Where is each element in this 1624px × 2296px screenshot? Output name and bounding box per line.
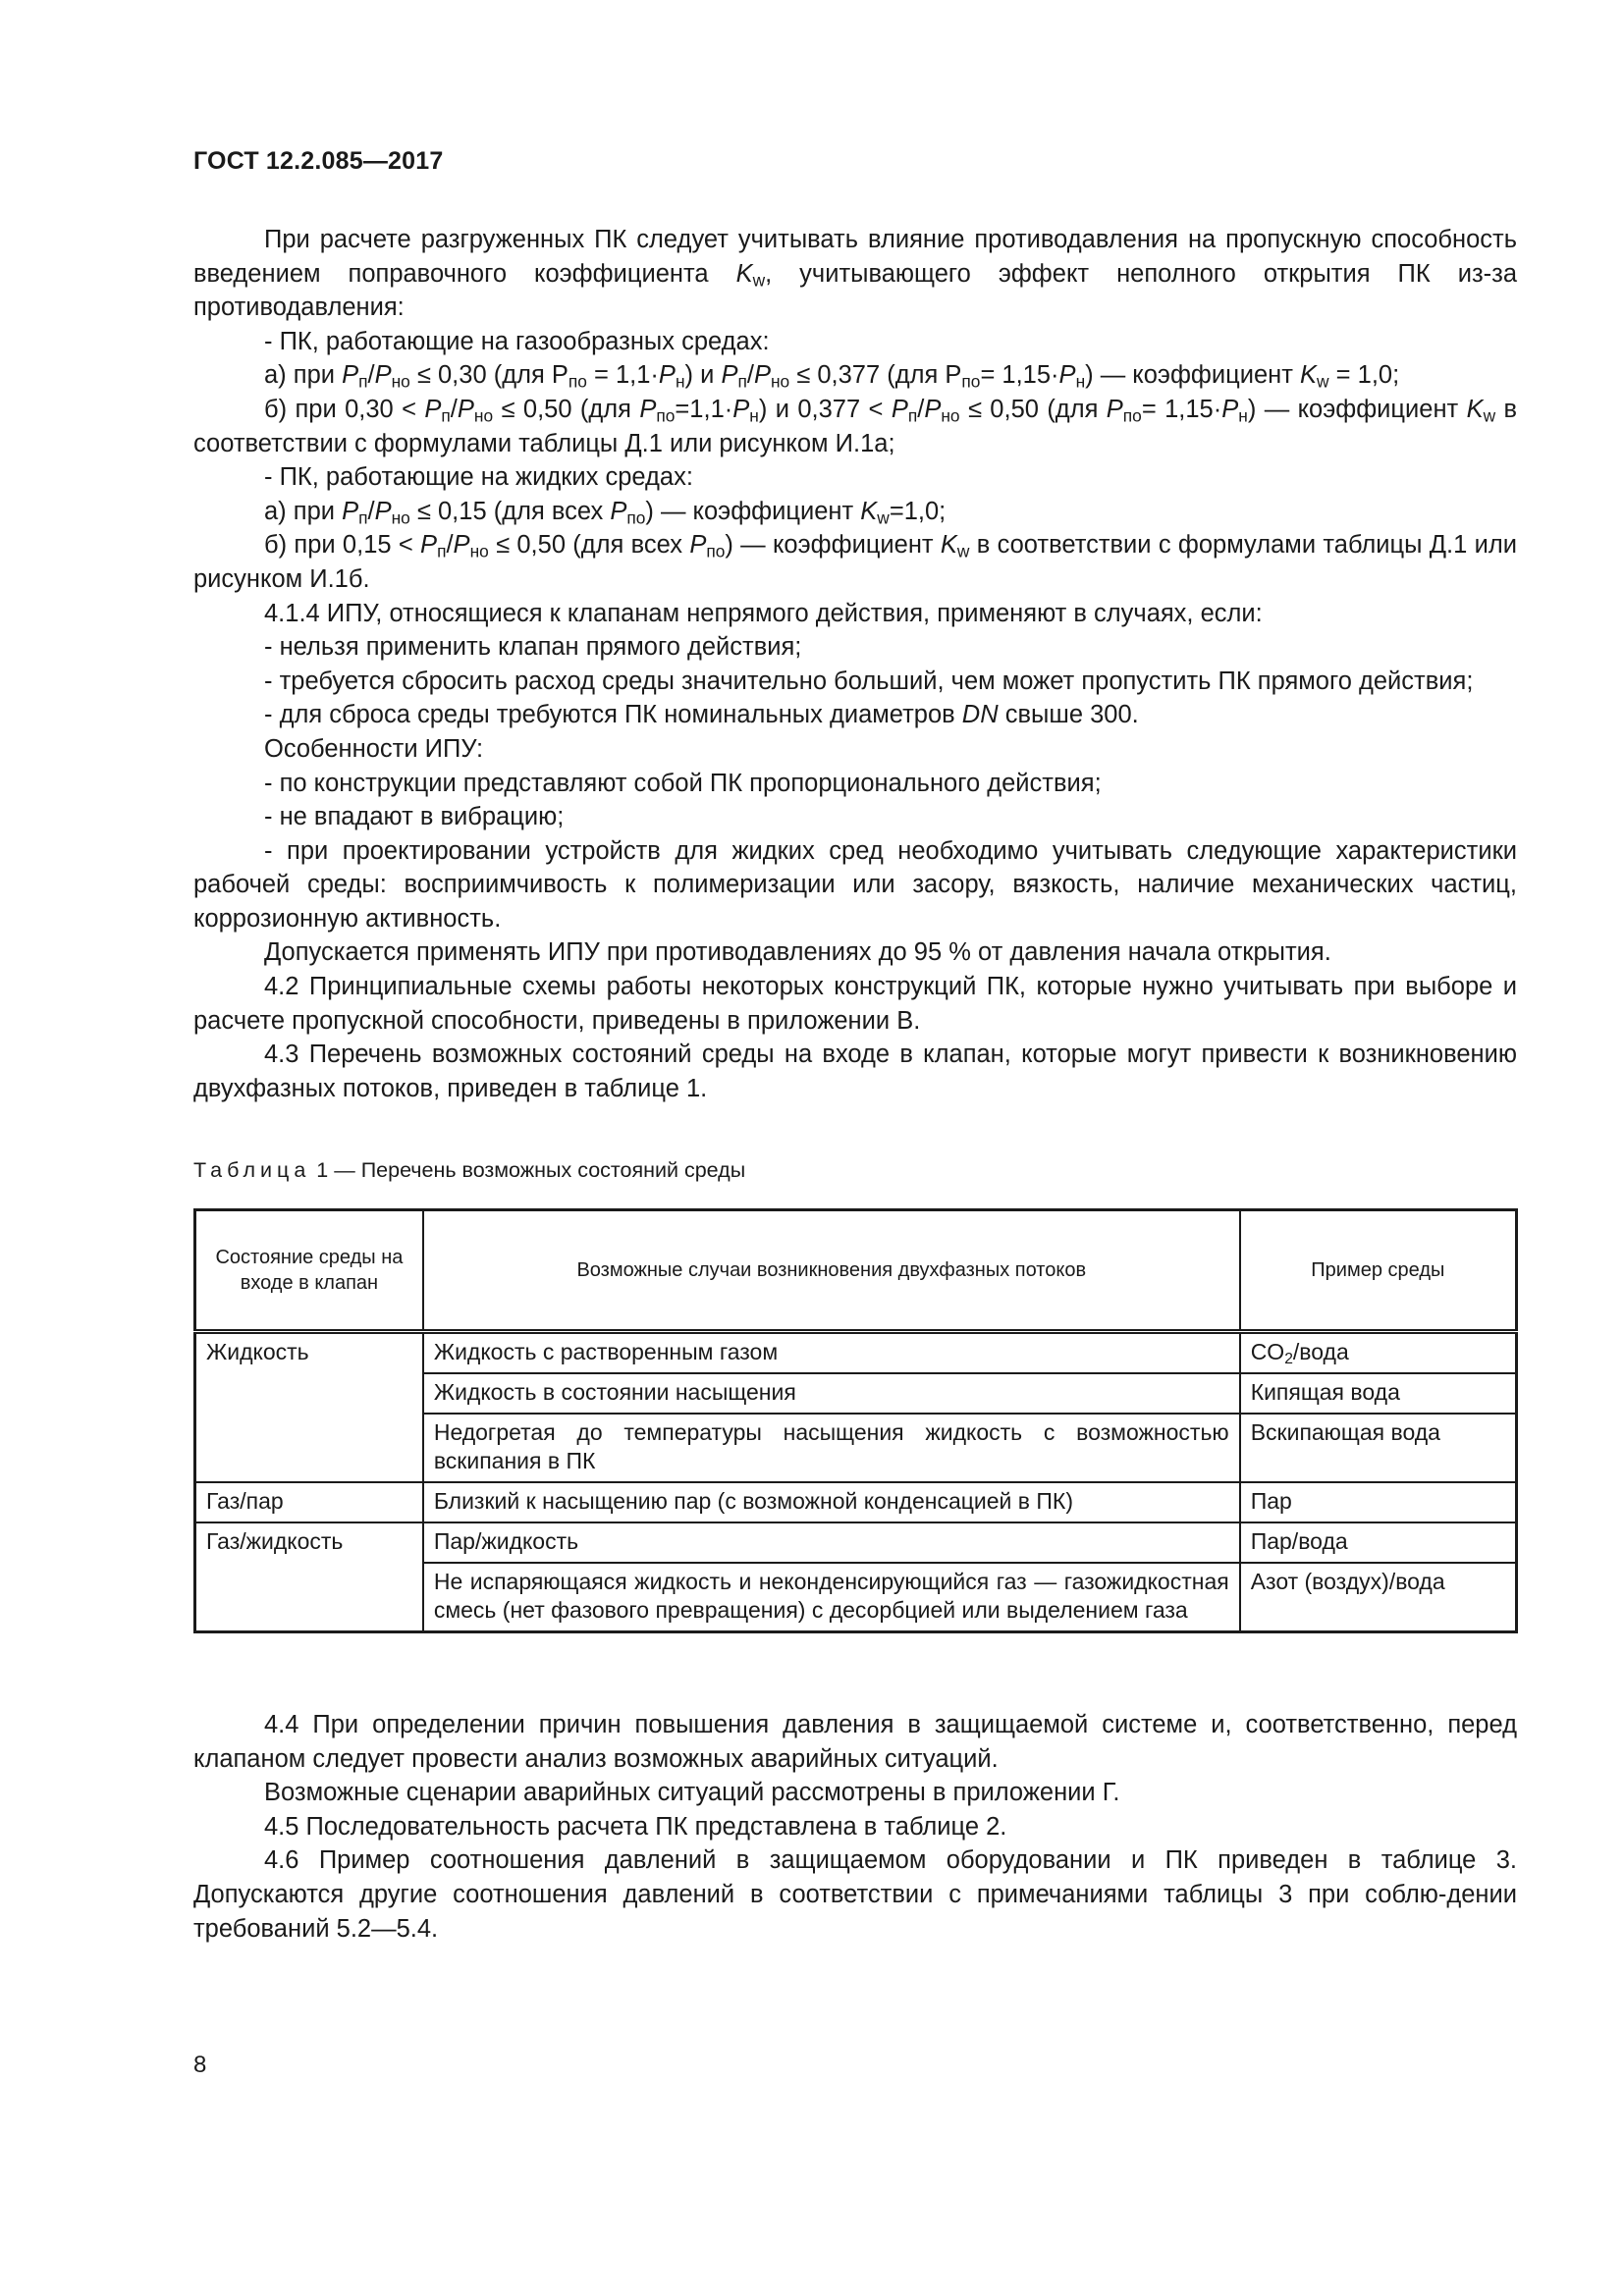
sub-po: по — [706, 541, 726, 561]
cell-case: Жидкость в состоянии насыщения — [423, 1373, 1240, 1414]
text-run: ) — коэффициент — [1085, 361, 1293, 390]
sub-w: w — [956, 541, 970, 561]
cell-case: Не испаряющаяся жидкость и неконденсирующийся газ — газожидкостная смесь (нет фазового превращения) с десорбцией или выделением газа — [423, 1563, 1240, 1632]
paragraph-4-4: 4.4 При определении причин повышения давления в защищаемой системе и, соответственно, перед клапаном следует провести анализ возможных аварийных ситуаций. — [193, 1711, 1517, 1773]
sym-p: P — [658, 361, 676, 390]
sym-p: P — [453, 531, 470, 560]
cell-state: Газ/пар — [195, 1482, 423, 1522]
sym-p: P — [1106, 395, 1123, 423]
text-run: ) — коэффициент — [725, 531, 934, 560]
sym-k: K — [940, 531, 957, 560]
paragraph-list-item: - требуется сбросить расход среды значительно больший, чем может пропустить ПК прямого действия; — [264, 667, 1474, 695]
sub-no: но — [391, 371, 410, 392]
sub-p: п — [358, 371, 368, 392]
sym-p: P — [457, 395, 474, 423]
sym-p: P — [689, 531, 707, 560]
paragraph-scenarios: Возможные сценарии аварийных ситуаций рассмотрены в приложении Г. — [264, 1779, 1120, 1807]
cell-state: Жидкость — [195, 1332, 423, 1483]
sub-no: но — [473, 405, 494, 426]
cell-case: Жидкость с растворенным газом — [423, 1332, 1240, 1374]
sym-p: P — [732, 395, 750, 423]
paragraph-ipu-features: Особенности ИПУ: — [264, 734, 484, 763]
header-example: Пример среды — [1240, 1210, 1517, 1332]
paragraph-4-3: 4.3 Перечень возможных состояний среды на входе в клапан, которые могут привести к возникновению двухфазных потоков, приведен в таблице 1. — [193, 1041, 1517, 1102]
table-media-states — [193, 1208, 1518, 1633]
table-row — [195, 1482, 1517, 1522]
paragraph-backpressure: При расчете разгруженных ПК следует учитывать влияние противодавления на пропускную способность введением поправочного коэффициента $K_w$, учитывающего эффект неполного открытия ПК из-за противодавления: — [193, 226, 1517, 322]
sym-p: P — [342, 361, 359, 390]
paragraph-list-item: - при проектировании устройств для жидких сред необходимо учитывать следующие характеристики рабочей среды: восприимчивость к полимеризации или засору, вязкость, наличие механических частиц, коррозионную активность. — [193, 836, 1517, 933]
sym-p: P — [1221, 395, 1239, 423]
text-run: ) и — [684, 361, 715, 390]
text-run: =1,0; — [889, 497, 947, 525]
body-text-top — [193, 223, 1517, 1105]
sym-p: P — [424, 395, 442, 423]
sym-p: P — [374, 497, 392, 525]
text-run: При расчете разгруженных ПК следует учитывать влияние противодавления на пропускную способность введением поправочного коэффициента — [193, 226, 1517, 288]
sym-p: P — [342, 497, 359, 525]
paragraph-4-2: 4.2 Принципиальные схемы работы некоторых конструкций ПК, которые нужно учитывать при выборе и расчете пропускной способности, приведены в приложении В. — [193, 973, 1517, 1035]
sub-no: но — [391, 507, 410, 528]
sym-p: P — [1058, 361, 1076, 390]
text-run: ≤ 0,30 (для P — [416, 361, 568, 390]
paragraph-gas-a: а) при $P_п/P_{но} \le 0,30$ (для $P_{по} = 1,1\cdot P_н$) и $P_п/P_{но} \le 0,377$ (для $P_{по}= 1,15\cdot P_н$) — коэффициент $K_w = 1,0$; — [264, 361, 1400, 392]
text-run: = 1,0; — [1335, 361, 1400, 390]
paragraph-ipu-allowed: Допускается применять ИПУ при противодавлениях до 95 % от давления начала открытия. — [264, 938, 1331, 967]
paragraph-list-item — [193, 698, 1517, 732]
text-run: ) — коэффициент — [645, 497, 854, 525]
paragraph-gas-media: - ПК, работающие на газообразных средах: — [264, 327, 770, 355]
text-run: а) при — [264, 361, 335, 390]
sym-p: P — [374, 361, 392, 390]
body-text-bottom — [193, 1708, 1517, 1946]
text-run: CO — [1250, 1339, 1285, 1364]
table-row — [195, 1522, 1517, 1563]
sym-p: P — [753, 361, 771, 390]
text-run: а) при — [264, 497, 335, 525]
paragraph-4-1-4: 4.1.4 ИПУ, относящиеся к клапанам непрямого действия, применяют в случаях, если: — [264, 599, 1263, 627]
paragraph-liquid-a: а) при $P_п/P_{но} \le 0,15$ (для всех $P_{по}$) — коэффициент $K_w=1,0$; — [264, 497, 947, 528]
text-run: ) и 0,377 < — [758, 395, 884, 423]
paragraph-4-5: 4.5 Последовательность расчета ПК представлена в таблице 2. — [264, 1812, 1007, 1841]
text-run: /вода — [1292, 1339, 1349, 1364]
sym-p: P — [420, 531, 438, 560]
sub-po: по — [568, 371, 587, 392]
text-run: в соответствии с формулами таблицы Д.1 или рисунком И.1а; — [193, 395, 1518, 457]
cell-example — [1240, 1332, 1517, 1374]
sub-n: н — [675, 371, 685, 392]
sub-w: w — [877, 507, 890, 528]
sub-no: но — [770, 371, 790, 392]
text-run: б) при 0,15 < — [264, 531, 413, 560]
sub-no: но — [469, 541, 489, 561]
cell-state: Газ/жидкость — [195, 1522, 423, 1632]
sym-p: P — [721, 361, 738, 390]
sub-w: w — [1317, 371, 1329, 392]
sub-po: по — [1122, 405, 1142, 426]
text-run: ) — коэффициент — [1247, 395, 1459, 423]
table-caption — [193, 1158, 745, 1183]
sub-po: по — [626, 507, 646, 528]
sub-w: w — [1483, 405, 1496, 426]
caption-rest: 1 — Перечень возможных состояний среды — [316, 1158, 746, 1182]
text-run: ≤ 0,50 (для — [501, 395, 631, 423]
sub-po: по — [961, 371, 981, 392]
sub-p: п — [358, 507, 368, 528]
sym-k: K — [1300, 361, 1318, 390]
text-run: = 1,1· — [594, 361, 659, 390]
document-header: ГОСТ 12.2.085—2017 — [193, 147, 444, 175]
cell-example: Пар — [1240, 1482, 1517, 1522]
sym-dn: DN — [961, 701, 999, 729]
sub-2: 2 — [1284, 1350, 1293, 1367]
text-run: свыше 300. — [1004, 701, 1139, 729]
text-run: = 1,15· — [1141, 395, 1222, 423]
sub-n: н — [749, 405, 759, 426]
sym-p: P — [639, 395, 657, 423]
sub-n: н — [1238, 405, 1248, 426]
sym-k: K — [860, 497, 878, 525]
sub-po: по — [656, 405, 676, 426]
text-run: = 1,15· — [980, 361, 1059, 390]
table-row — [195, 1332, 1517, 1374]
sub-p: п — [441, 405, 451, 426]
sub-p: п — [907, 405, 918, 426]
paragraph-list-item: - нельзя применить клапан прямого действия; — [264, 633, 802, 662]
caption-word: Таблица — [193, 1158, 311, 1182]
paragraph-list-item: - не впадают в вибрацию; — [264, 803, 565, 831]
cell-case: Пар/жидкость — [423, 1522, 1240, 1563]
text-run: ≤ 0,50 (для — [967, 395, 1099, 423]
cell-example: Вскипающая вода — [1240, 1414, 1517, 1482]
sym-k: K — [735, 259, 753, 288]
text-run: учитывающего эффект неполного открытия ПК из-за противодавления: — [193, 259, 1517, 322]
cell-example: Азот (воздух)/вода — [1240, 1563, 1517, 1632]
sym-k: K — [1466, 395, 1484, 423]
text-run: =1,1· — [675, 395, 733, 423]
cell-example: Кипящая вода — [1240, 1373, 1517, 1414]
sym-p: P — [924, 395, 942, 423]
sub-p: п — [737, 371, 747, 392]
text-run: ≤ 0,50 (для всех — [496, 531, 683, 560]
cell-case: Недогретая до температуры насыщения жидкость с возможностью вскипания в ПК — [423, 1414, 1240, 1482]
paragraph-liquid-b: б) при $0,15 < P_п/P_{но} \le 0,50$ (для всех $P_{по}$) — коэффициент $K_w$ в соответствии с формулами таблицы Д.1 или рисунком И.1б. — [193, 531, 1517, 593]
sub-n: н — [1075, 371, 1086, 392]
text-run: б) при 0,30 < — [264, 395, 416, 423]
text-run: - для сброса среды требуются ПК номинальных диаметров — [264, 701, 955, 729]
header-cases: Возможные случаи возникновения двухфазных потоков — [423, 1210, 1240, 1332]
sym-p: P — [610, 497, 627, 525]
sub-no: но — [941, 405, 960, 426]
sym-p: P — [891, 395, 908, 423]
paragraph-liquid-media: - ПК, работающие на жидких средах: — [264, 463, 693, 492]
text-run: ≤ 0,15 (для всех — [416, 497, 604, 525]
page-number: 8 — [193, 2052, 207, 2078]
table-header-row — [195, 1210, 1517, 1332]
header-state: Состояние среды на входе в клапан — [195, 1210, 423, 1332]
cell-example: Пар/вода — [1240, 1522, 1517, 1563]
cell-case: Близкий к насыщению пар (с возможной конденсацией в ПК) — [423, 1482, 1240, 1522]
text-run: ≤ 0,377 (для P — [796, 361, 962, 390]
text-run: в соответствии с формулами таблицы Д.1 или рисунком И.1б. — [193, 531, 1517, 593]
paragraph-gas-b: б) при $0,30 < P_п/P_{но} \le 0,50$ (для $P_{по}=1,1\cdot P_н$) и $0,377 < P_п/P_{но} \le 0,50$ (для $P_{по}= 1,15\cdot P_н$) — коэффициент $K_w$ в соответствии с формулами таблицы Д.1 или рисунком И.1а; — [193, 395, 1518, 457]
paragraph-4-6: 4.6 Пример соотношения давлений в защищаемом оборудовании и ПК приведен в таблице 3. Допускаются другие соотношения давлений в соответствии с примечаниями таблицы 3 при соблю-дении требований 5.2—5.4. — [193, 1846, 1517, 1943]
sym-w: w — [752, 269, 766, 290]
paragraph-list-item: - по конструкции представляют собой ПК пропорционального действия; — [264, 769, 1102, 797]
sub-p: п — [437, 541, 447, 561]
